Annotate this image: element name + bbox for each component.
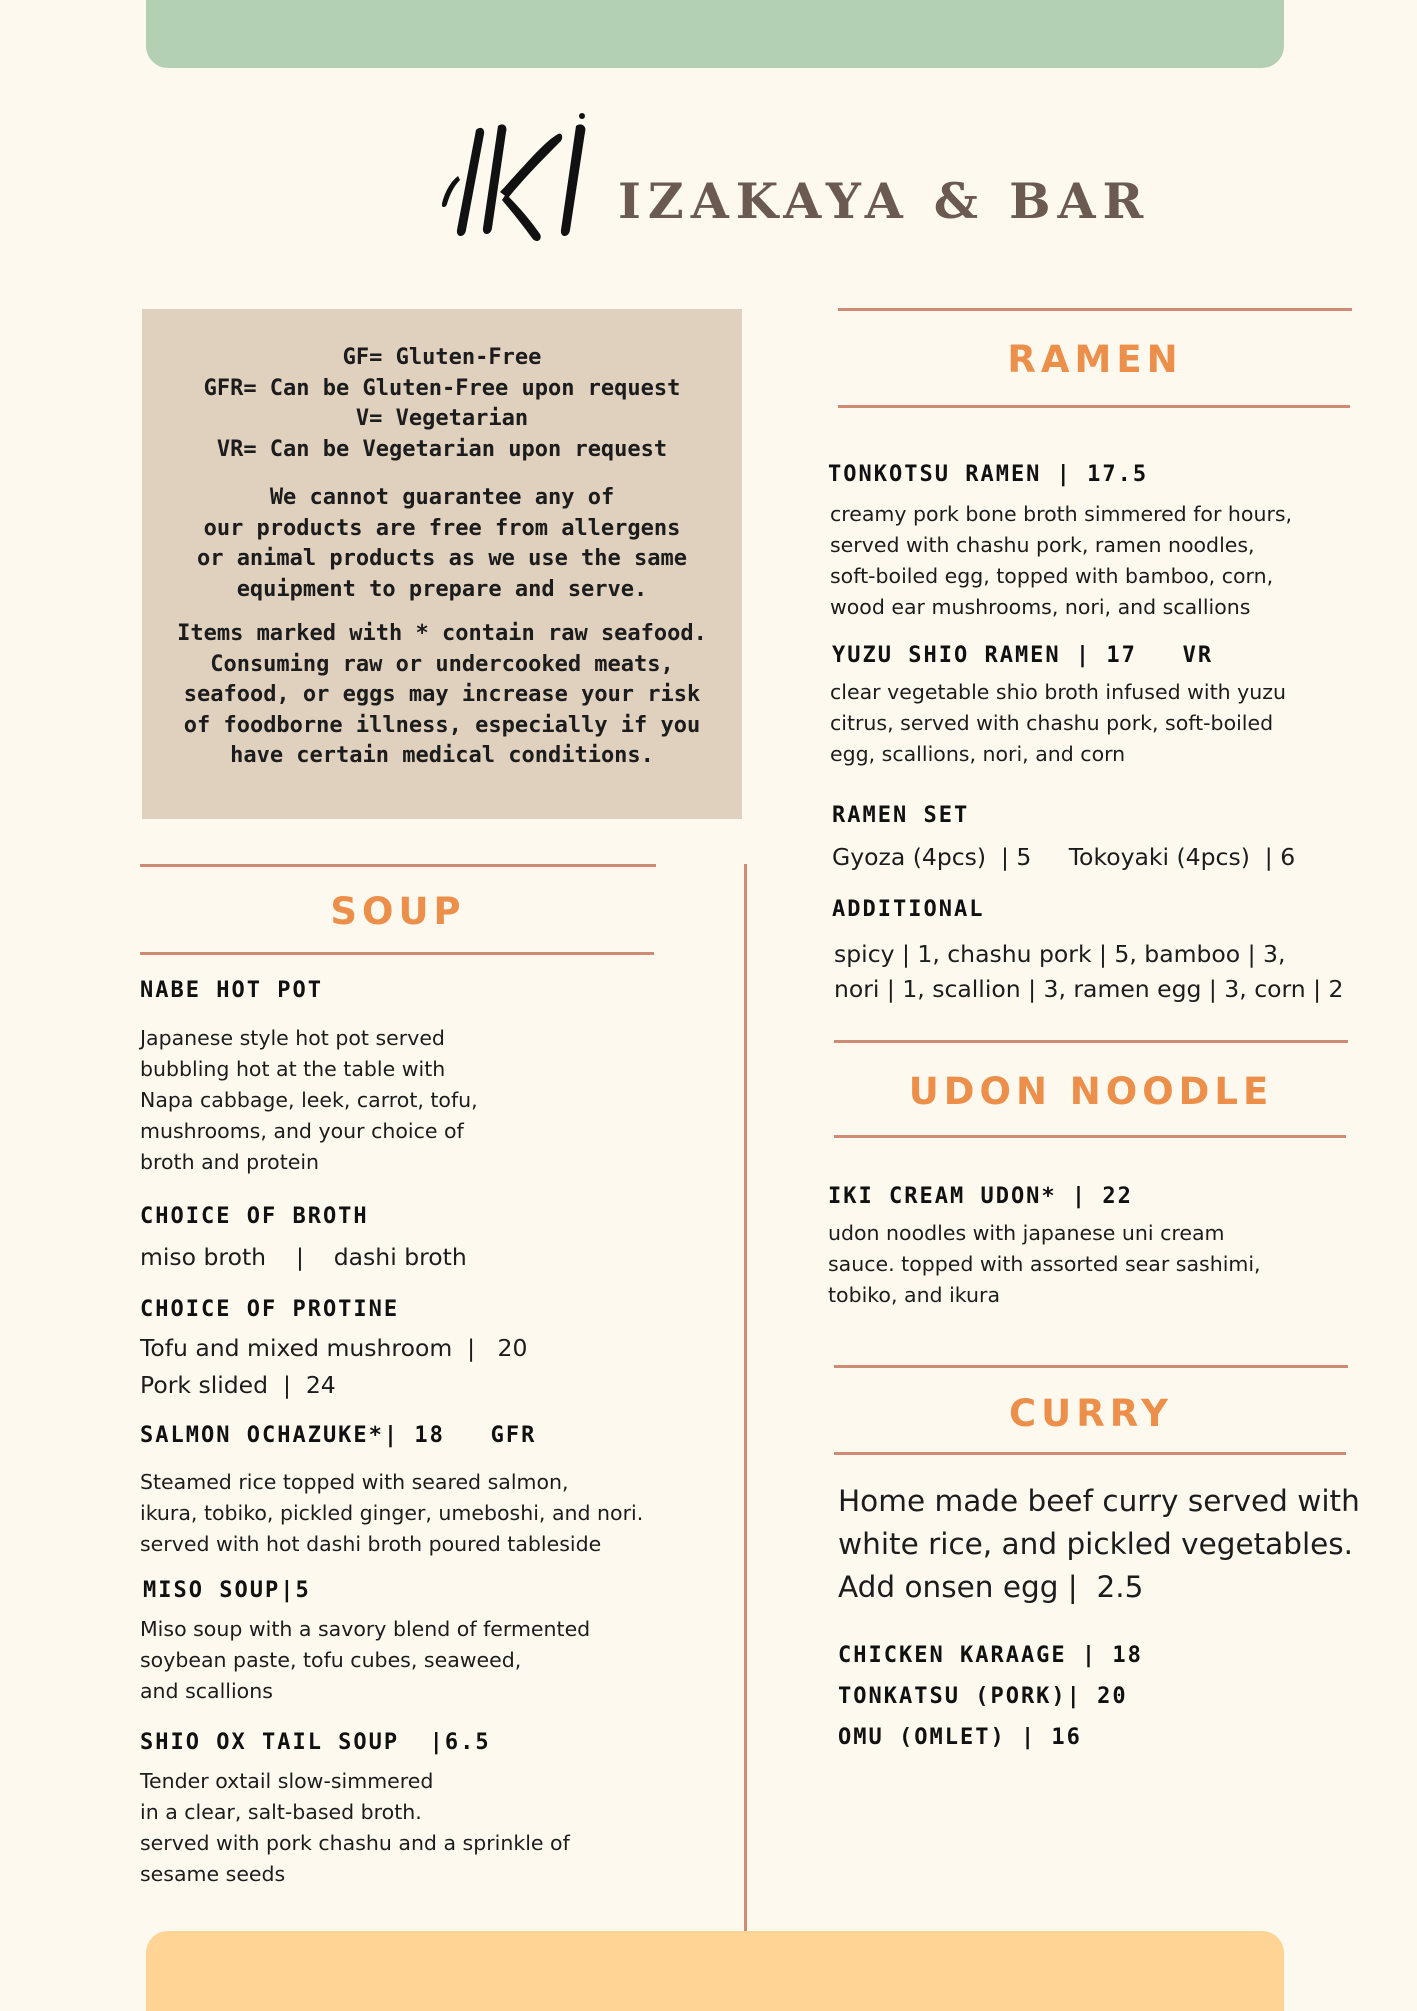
- soup-title: SOUP: [330, 890, 466, 933]
- miso-title: MISO SOUP|5: [143, 1578, 311, 1603]
- desc-line: Japanese style hot pot served: [140, 1026, 445, 1050]
- desc-line: Miso soup with a savory blend of fermented: [140, 1617, 591, 1641]
- ramen-rule-top: [838, 308, 1352, 311]
- ramen-rule-bottom: [838, 405, 1350, 408]
- desc-line: tobiko, and ikura: [828, 1283, 1001, 1307]
- yuzu-title: YUZU SHIO RAMEN | 17 VR: [832, 643, 1214, 668]
- allergen-line: equipment to prepare and serve.: [236, 576, 648, 602]
- curry-chicken-karaage: CHICKEN KARAAGE | 18: [838, 1643, 1143, 1668]
- ramen-set-options: Gyoza (4pcs) | 5 Tokoyaki (4pcs) | 6: [832, 843, 1296, 871]
- desc-line: soybean paste, tofu cubes, seaweed,: [140, 1648, 522, 1672]
- column-divider: [744, 864, 747, 1932]
- desc-line: wood ear mushrooms, nori, and scallions: [830, 595, 1251, 619]
- desc-line: Add onsen egg | 2.5: [838, 1570, 1144, 1604]
- bottom-band: [146, 1931, 1284, 2011]
- raw-line: of foodborne illness, especially if you: [183, 712, 701, 738]
- desc-line: sesame seeds: [140, 1862, 286, 1886]
- protein-option-pork: Pork slided | 24: [140, 1371, 336, 1399]
- desc-line: Home made beef curry served with: [838, 1484, 1360, 1518]
- allergen-block: [156, 483, 728, 605]
- tonkotsu-description: [830, 499, 1390, 623]
- desc-line: udon noodles with japanese uni cream: [828, 1221, 1225, 1245]
- curry-rule-top: [834, 1365, 1348, 1368]
- nabe-description: [140, 1023, 660, 1178]
- desc-line: creamy pork bone broth simmered for hours,: [830, 502, 1293, 526]
- top-band: [146, 0, 1284, 68]
- iki-logo: [436, 112, 606, 248]
- miso-description: [140, 1614, 700, 1707]
- additional-line-2: nori | 1, scallion | 3, ramen egg | 3, corn | 2: [834, 975, 1344, 1003]
- desc-line: soft-boiled egg, topped with bamboo, corn,: [830, 564, 1274, 588]
- raw-line: have certain medical conditions.: [230, 743, 654, 768]
- allergen-line: or animal products as we use the same: [196, 546, 688, 571]
- curry-rule-bottom: [834, 1452, 1346, 1455]
- additional-title: ADDITIONAL: [832, 897, 985, 922]
- soup-rule-top: [140, 864, 656, 867]
- desc-line: sauce. topped with assorted sear sashimi,: [828, 1252, 1261, 1276]
- legend-vr: VR= Can be Vegetarian upon request: [216, 436, 668, 462]
- udon-rule-bottom: [834, 1135, 1346, 1138]
- desc-line: white rice, and pickled vegetables.: [838, 1527, 1354, 1561]
- desc-line: served with chashu pork, ramen noodles,: [830, 533, 1255, 557]
- raw-line: Consuming raw or undercooked meats,: [210, 651, 674, 677]
- desc-line: and scallions: [140, 1679, 273, 1703]
- udon-title: UDON NOODLE: [908, 1070, 1274, 1113]
- udon-rule-top: [834, 1040, 1348, 1043]
- raw-warning-block: [156, 619, 728, 772]
- brand-subtitle: IZAKAYA & BAR: [618, 172, 1151, 230]
- desc-line: served with pork chashu and a sprinkle of: [140, 1831, 570, 1855]
- dietary-notice: [142, 309, 742, 819]
- allergen-line: We cannot guarantee any of: [269, 485, 615, 510]
- desc-line: ikura, tobiko, pickled ginger, umeboshi, and nori.: [140, 1501, 644, 1525]
- cream-udon-description: [828, 1218, 1388, 1311]
- salmon-title: SALMON OCHAZUKE*| 18 GFR: [140, 1423, 537, 1448]
- cream-udon-title: IKI CREAM UDON* | 22: [828, 1184, 1133, 1209]
- desc-line: citrus, served with chashu pork, soft-boiled: [830, 711, 1274, 735]
- oxtail-title: SHIO OX TAIL SOUP |6.5: [140, 1730, 491, 1755]
- raw-line: Items marked with * contain raw seafood.: [177, 621, 707, 646]
- salmon-description: [140, 1467, 700, 1560]
- oxtail-description: [140, 1766, 700, 1890]
- broth-title: CHOICE OF BROTH: [140, 1204, 369, 1229]
- ramen-set-title: RAMEN SET: [832, 803, 970, 828]
- legend-v: V= Vegetarian: [355, 406, 529, 431]
- curry-omu: OMU (OMLET) | 16: [838, 1725, 1082, 1750]
- ramen-title: RAMEN: [1007, 338, 1183, 381]
- curry-description: [838, 1480, 1398, 1609]
- protein-option-tofu: Tofu and mixed mushroom | 20: [140, 1334, 528, 1362]
- soup-rule-bottom: [140, 952, 654, 955]
- yuzu-description: [830, 677, 1390, 770]
- legend-gf: GF= Gluten-Free: [342, 345, 542, 370]
- desc-line: Tender oxtail slow-simmered: [140, 1769, 434, 1793]
- desc-line: bubbling hot at the table with: [140, 1057, 446, 1081]
- desc-line: clear vegetable shio broth infused with yuzu: [830, 680, 1287, 704]
- desc-line: mushrooms, and your choice of: [140, 1119, 464, 1143]
- desc-line: Napa cabbage, leek, carrot, tofu,: [140, 1088, 478, 1112]
- desc-line: served with hot dashi broth poured tableside: [140, 1532, 602, 1556]
- desc-line: in a clear, salt-based broth.: [140, 1800, 422, 1824]
- desc-line: Steamed rice topped with seared salmon,: [140, 1470, 569, 1494]
- protein-title: CHOICE OF PROTINE: [140, 1297, 400, 1322]
- allergen-line: our products are free from allergens: [203, 515, 681, 541]
- additional-line-1: spicy | 1, chashu pork | 5, bamboo | 3,: [834, 940, 1286, 968]
- broth-options: miso broth | dashi broth: [140, 1243, 467, 1271]
- nabe-title: NABE HOT POT: [140, 978, 323, 1003]
- desc-line: broth and protein: [140, 1150, 320, 1174]
- desc-line: egg, scallions, nori, and corn: [830, 742, 1126, 766]
- curry-title: CURRY: [1009, 1392, 1173, 1435]
- legend-block: [156, 343, 728, 465]
- tonkotsu-title: TONKOTSU RAMEN | 17.5: [828, 462, 1149, 487]
- raw-line: seafood, or eggs may increase your risk: [183, 682, 701, 707]
- curry-tonkatsu: TONKATSU (PORK)| 20: [838, 1684, 1128, 1709]
- legend-gfr: GFR= Can be Gluten-Free upon request: [203, 375, 681, 401]
